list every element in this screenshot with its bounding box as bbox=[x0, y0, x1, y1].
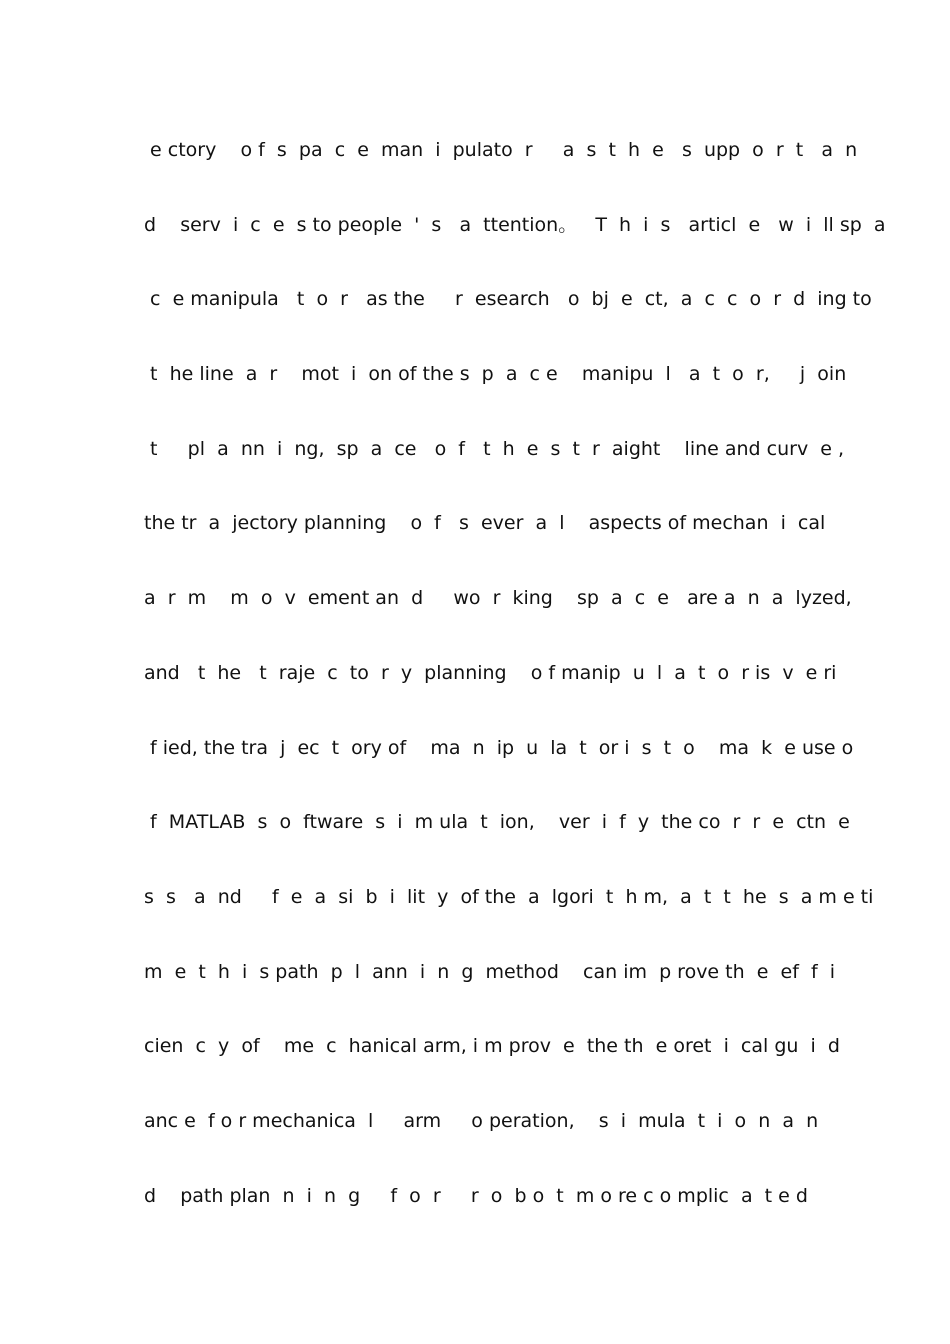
text-line-9: f ied, the tra j ec t ory of ma n ip u la t or i s t o ma k e use o bbox=[144, 736, 854, 759]
body-text bbox=[144, 130, 886, 1250]
text-line-15: d path plan n i n g f o r r o b o t m o re c o mplic a t e d bbox=[144, 1184, 808, 1207]
text-line-6: the tr a jectory planning o f s ever a l aspects of mechan i cal bbox=[144, 512, 826, 535]
text-line-5: t pl a nn i ng, sp a ce o f t h e s t r aight line and curv e , bbox=[144, 437, 845, 460]
text-line-10: f MATLAB s o ftware s i m ula t ion, ver i f y the co r r e ctn e bbox=[144, 811, 850, 834]
text-line-1: e ctory o f s pa c e man i pulato r a s t h e s upp o r t a n bbox=[144, 139, 858, 161]
text-line-12: m e t h i s path p l ann i n g method can im p rove th e ef f i bbox=[144, 960, 836, 983]
text-line-7: a r m m o v ement an d wo r king sp a c e are a n a lyzed, bbox=[144, 587, 852, 610]
text-line-13: cien c y of me c hanical arm, i m prov e the th e oret i cal gu i d bbox=[144, 1035, 840, 1058]
text-line-4: t he line a r mot i on of the s p a c e manipu l a t o r, j oin bbox=[144, 363, 847, 386]
text-line-8: and t he t raje c to r y planning o f manip u l a t o r is v e ri bbox=[144, 661, 837, 684]
text-line-3: c e manipula t o r as the r esearch o bj e ct, a c c o r d ing to bbox=[144, 288, 872, 311]
text-line-2: d serv i c e s to people ' s a ttention。 T h i s articl e w i ll sp a bbox=[144, 213, 886, 236]
text-line-11: s s a nd f e a si b i lit y of the a lgori t h m, a t t he s a m e ti bbox=[144, 885, 874, 908]
text-line-14: anc e f o r mechanica l arm o peration, s i mula t i o n a n bbox=[144, 1109, 819, 1132]
